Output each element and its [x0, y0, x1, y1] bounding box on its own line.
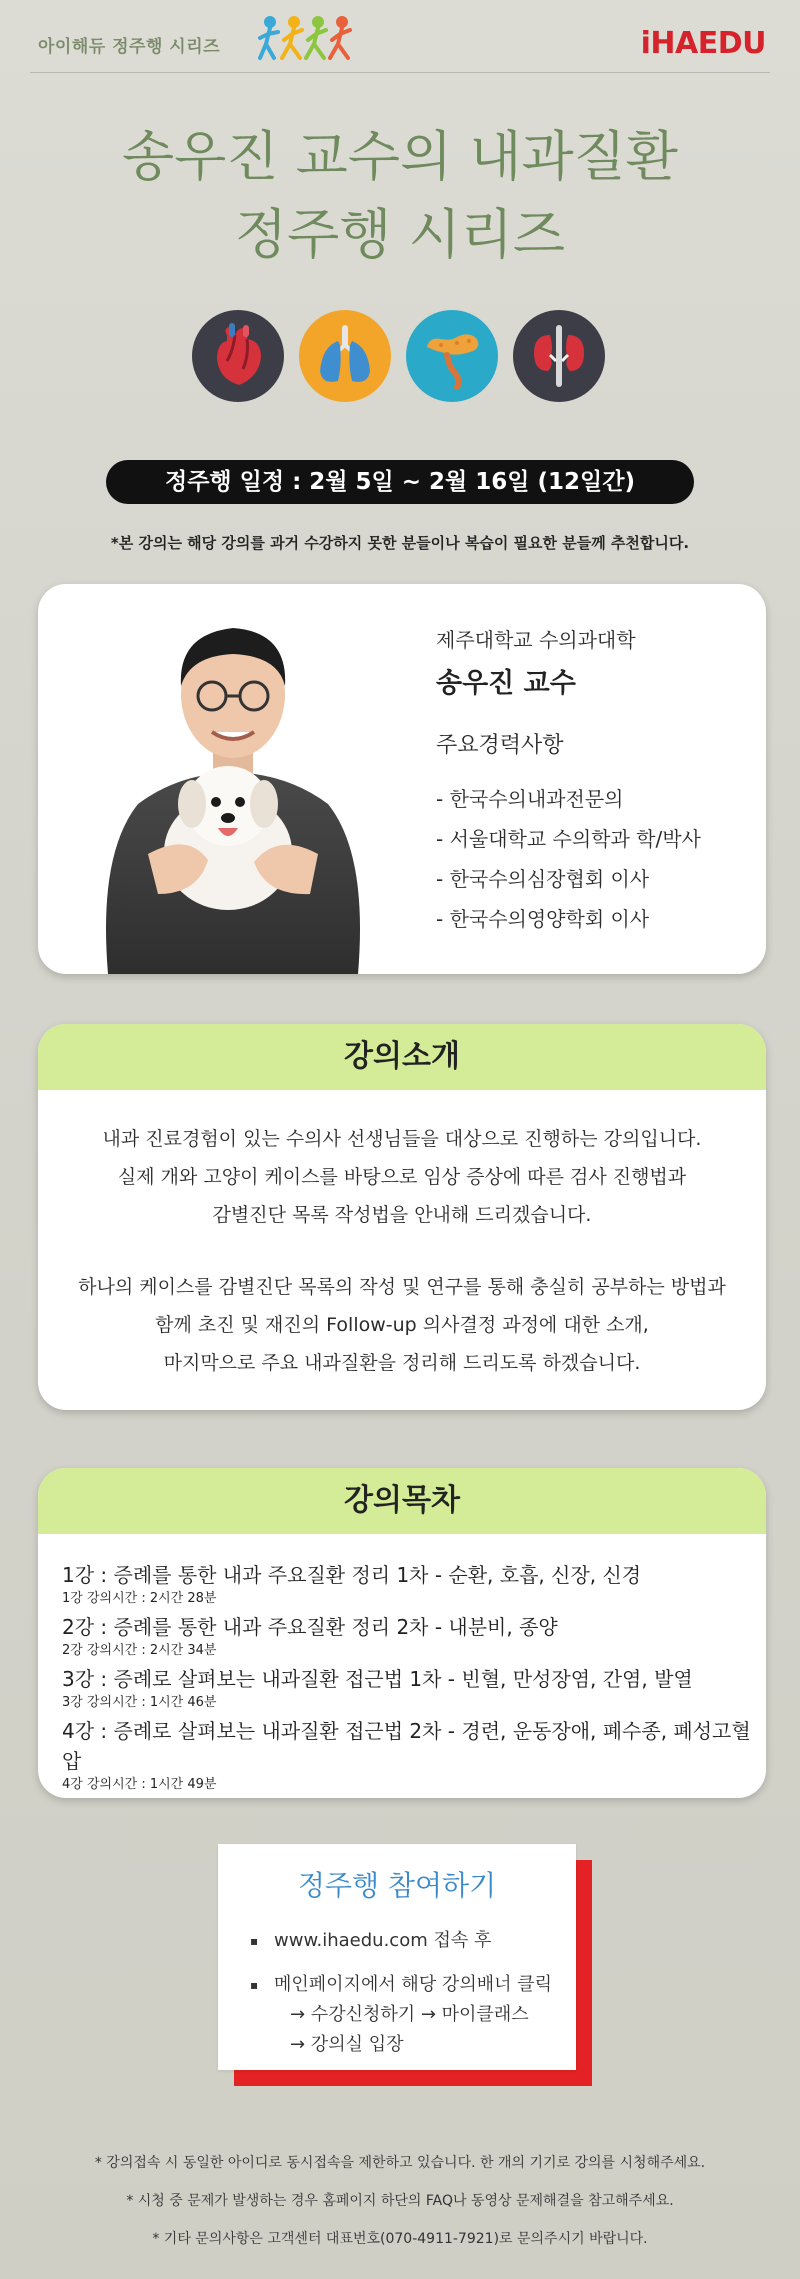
- organ-icon-row: [0, 310, 800, 406]
- toc-item: [62, 1612, 766, 1660]
- professor-school: 제주대학교 수의과대학: [436, 628, 636, 652]
- lecture-title: 1강 : 증례를 통한 내과 주요질환 정리 1차 - 순환, 호흡, 신장, 신경: [62, 1563, 642, 1587]
- stomach-icon: [406, 310, 498, 402]
- career-item: - 한국수의내과전문의: [436, 787, 624, 811]
- kidneys-icon: [513, 310, 605, 402]
- heart-icon: [192, 310, 284, 402]
- series-label: 아이해듀 정주행 시리즈: [38, 37, 221, 57]
- brand-logo[interactable]: iHAEDU: [640, 26, 766, 61]
- join-title: 정주행 참여하기: [297, 1869, 497, 1902]
- lecture-duration: 2강 강의시간 : 2시간 34분: [62, 1643, 217, 1658]
- career-item: - 서울대학교 수의학과 학/박사: [436, 827, 701, 851]
- page-title-line-2: 정주행 시리즈: [234, 203, 566, 266]
- recommendation-notice: *본 강의는 해당 강의를 과거 수강하지 못한 분들이나 복습이 필요한 분들께 추천합니다.: [110, 534, 690, 552]
- professor-photo: [78, 604, 388, 974]
- intro-line: 함께 초진 및 재진의 Follow-up 의사결정 과정에 대한 소개,: [155, 1314, 649, 1336]
- lecture-title: 4강 : 증례로 살펴보는 내과질환 접근법 2차 - 경련, 운동장애, 폐수종, 폐성고혈압: [62, 1719, 751, 1773]
- intro-line: 마지막으로 주요 내과질환을 정리해 드리도록 하겠습니다.: [163, 1352, 641, 1374]
- paragraph-gap: [38, 1234, 766, 1268]
- professor-info: [436, 624, 701, 939]
- lecture-duration: 3강 강의시간 : 1시간 46분: [62, 1695, 217, 1710]
- toc-item: [62, 1560, 766, 1608]
- lecture-duration: 4강 강의시간 : 1시간 49분: [62, 1777, 217, 1792]
- toc-item: [62, 1716, 766, 1794]
- intro-line: 하나의 케이스를 감별진단 목록의 작성 및 연구를 통해 충실히 공부하는 방법과: [78, 1276, 726, 1298]
- schedule-banner: 정주행 일정 : 2월 5일 ~ 2월 16일 (12일간): [106, 460, 694, 504]
- join-step-classroom: → 강의실 입장: [290, 2034, 404, 2055]
- toc-heading: 강의목차: [38, 1468, 766, 1534]
- toc-list: [38, 1534, 766, 1794]
- career-item: - 한국수의영양학회 이사: [436, 907, 650, 931]
- join-step-banner: ▪ 메인페이지에서 해당 강의배너 클릭: [250, 1970, 576, 2000]
- career-item: - 한국수의심장협회 이사: [436, 867, 650, 891]
- join-guide-box: [218, 1844, 576, 2070]
- runners-icon: [258, 14, 362, 70]
- professor-profile-card: [38, 584, 766, 974]
- intro-body: [38, 1090, 766, 1382]
- lungs-icon: [299, 310, 391, 402]
- intro-line: 실제 개와 고양이 케이스를 바탕으로 임상 증상에 따른 검사 진행법과: [117, 1166, 687, 1188]
- course-toc-card: [38, 1468, 766, 1798]
- page-title-line-1: 송우진 교수의 내과질환: [122, 125, 678, 188]
- footer-notices: [0, 2144, 800, 2258]
- lecture-title: 2강 : 증례를 통한 내과 주요질환 정리 2차 - 내분비, 종양: [62, 1615, 558, 1639]
- footer-note: * 시청 중 문제가 발생하는 경우 홈페이지 하단의 FAQ나 동영상 문제해결을 참고해주세요.: [126, 2193, 674, 2209]
- intro-heading: 강의소개: [38, 1024, 766, 1090]
- lecture-duration: 1강 강의시간 : 2시간 28분: [62, 1591, 217, 1606]
- intro-line: 내과 진료경험이 있는 수의사 선생님들을 대상으로 진행하는 강의입니다.: [102, 1128, 702, 1150]
- lecture-title: 3강 : 증례로 살펴보는 내과질환 접근법 1차 - 빈혈, 만성장염, 간염, 발열: [62, 1667, 693, 1691]
- toc-item: [62, 1664, 766, 1712]
- join-step-visit[interactable]: ▪ www.ihaedu.com 접속 후: [250, 1926, 576, 1956]
- header-divider: [30, 72, 770, 73]
- career-heading: 주요경력사항: [436, 733, 564, 758]
- career-list: [436, 779, 701, 939]
- join-step-enroll: → 수강신청하기 → 마이클래스: [290, 2004, 529, 2025]
- course-intro-card: [38, 1024, 766, 1410]
- footer-note: * 기타 문의사항은 고객센터 대표번호(070-4911-7921)로 문의주시기 바랍니다.: [152, 2231, 648, 2247]
- top-bar: [0, 0, 800, 90]
- professor-name: 송우진 교수: [436, 668, 576, 699]
- join-steps: [250, 1926, 576, 2060]
- footer-note: * 강의접속 시 동일한 아이디로 동시접속을 제한하고 있습니다. 한 개의 기기로 강의를 시청해주세요.: [94, 2155, 706, 2171]
- intro-line: 감별진단 목록 작성법을 안내해 드리겠습니다.: [212, 1204, 592, 1226]
